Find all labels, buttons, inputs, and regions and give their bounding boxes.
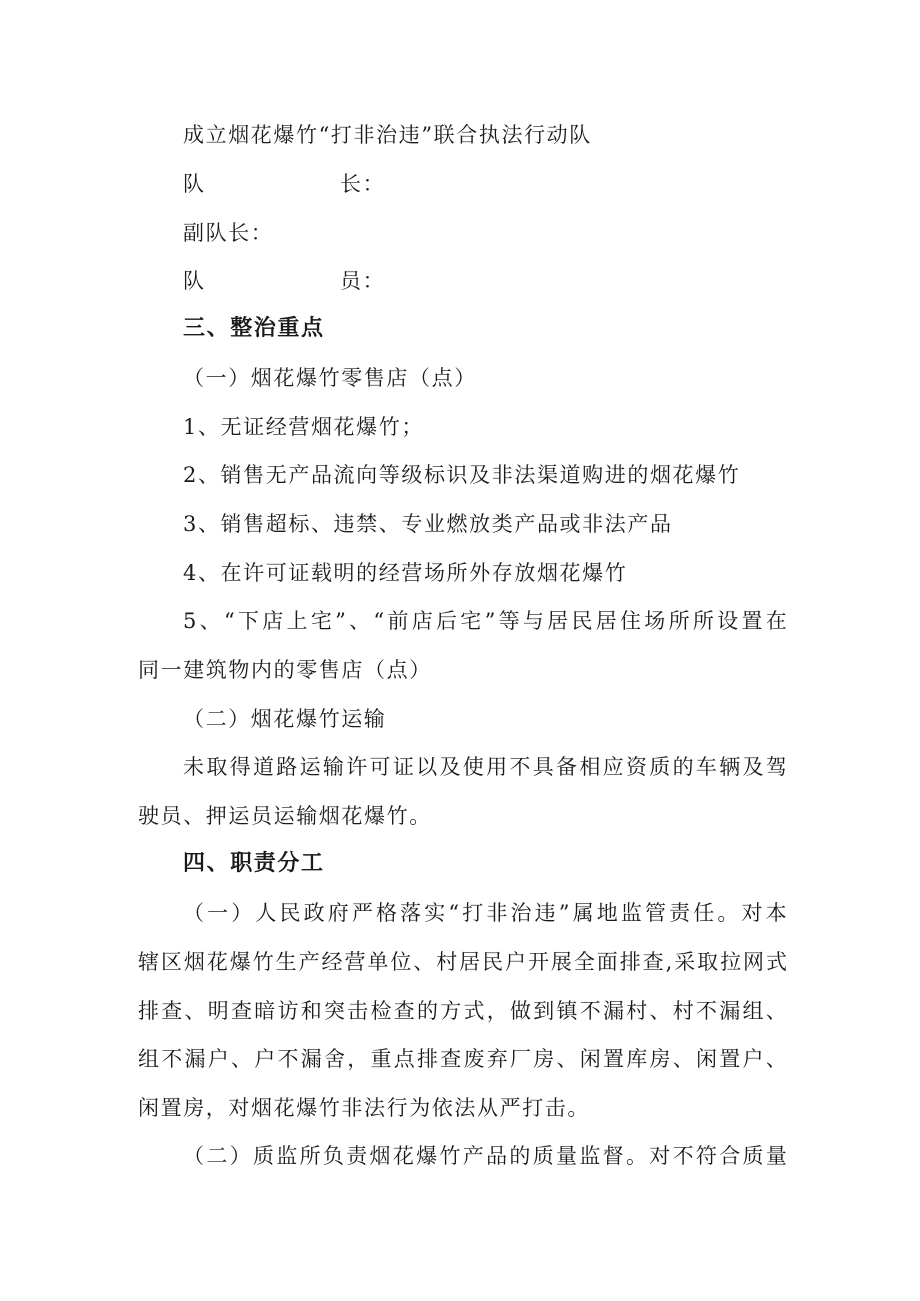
list-item: 4、在许可证载明的经营场所外存放烟花爆竹 [183, 561, 628, 585]
duty-para1-line5: 闲置房，对烟花爆竹非法行为依法从严打击。 [138, 1096, 590, 1120]
duty-para1-line3: 排 查 、 明 查 暗 访 和 突 击 检 查 的 方 式 ， 做 到 镇 不 漏 村 、 村 不 漏 组 、 [138, 999, 787, 1023]
transport-line1: 未 取 得 道 路 运 输 许 可 证 以 及 使 用 不 具 备 相 应 资 质 的 车 辆 及 驾 [183, 755, 787, 779]
section3-heading: 三、整治重点 [183, 316, 325, 341]
list-item: 2、销售无产品流向等级标识及非法渠道购进的烟花爆竹 [183, 463, 741, 487]
list-item: 3、销售超标、违禁、专业燃放类产品或非法产品 [183, 512, 673, 536]
section3-sub1: （一）烟花爆竹零售店（点） [183, 366, 477, 390]
section3-sub2: （二）烟花爆竹运输 [183, 707, 387, 731]
list-item: 1、无证经营烟花爆竹； [183, 415, 424, 439]
team-members-line [183, 267, 385, 295]
duty-para1-line1: （ 一 ） 人 民 政 府 严 格 落 实 “ 打 非 治 违 ” 属 地 监 管 责 任 。 对 本 [183, 901, 787, 925]
leader-label-right: 长： [340, 172, 386, 196]
duty-para2-line1: （ 二 ） 质 监 所 负 责 烟 花 爆 竹 产 品 的 质 量 监 督 。 对 不 符 合 质 量 [183, 1144, 787, 1168]
team-title: 成立烟花爆竹“打非治违”联合执法行动队 [183, 123, 592, 147]
list-item-5-line2: 同一建筑物内的零售店（点） [138, 658, 432, 682]
team-leader-line [183, 170, 385, 198]
duty-para1-line2: 辖 区 烟 花 爆 竹 生 产 经 营 单 位 、 村 居 民 户 开 展 全 面 排 查 , 采 取 拉 网 式 [138, 950, 787, 974]
deputy-leader-line: 副队长： [183, 221, 274, 245]
duty-para1-line4: 组 不 漏 户 、 户 不 漏 舍 ， 重 点 排 查 废 弃 厂 房 、 闲 置 库 房 、 闲 置 户 、 [138, 1047, 787, 1071]
section4-heading: 四、职责分工 [183, 851, 325, 876]
transport-line2: 驶员、押运员运输烟花爆竹。 [138, 804, 432, 828]
leader-label-left: 队 [183, 172, 206, 196]
members-label-right: 员： [340, 269, 386, 293]
members-label-left: 队 [183, 269, 206, 293]
list-item-5-line1: 5 、 “ 下 店 上 宅 ” 、 “ 前 店 后 宅 ” 等 与 居 民 居 住 场 所 所 设 置 在 [183, 609, 787, 633]
